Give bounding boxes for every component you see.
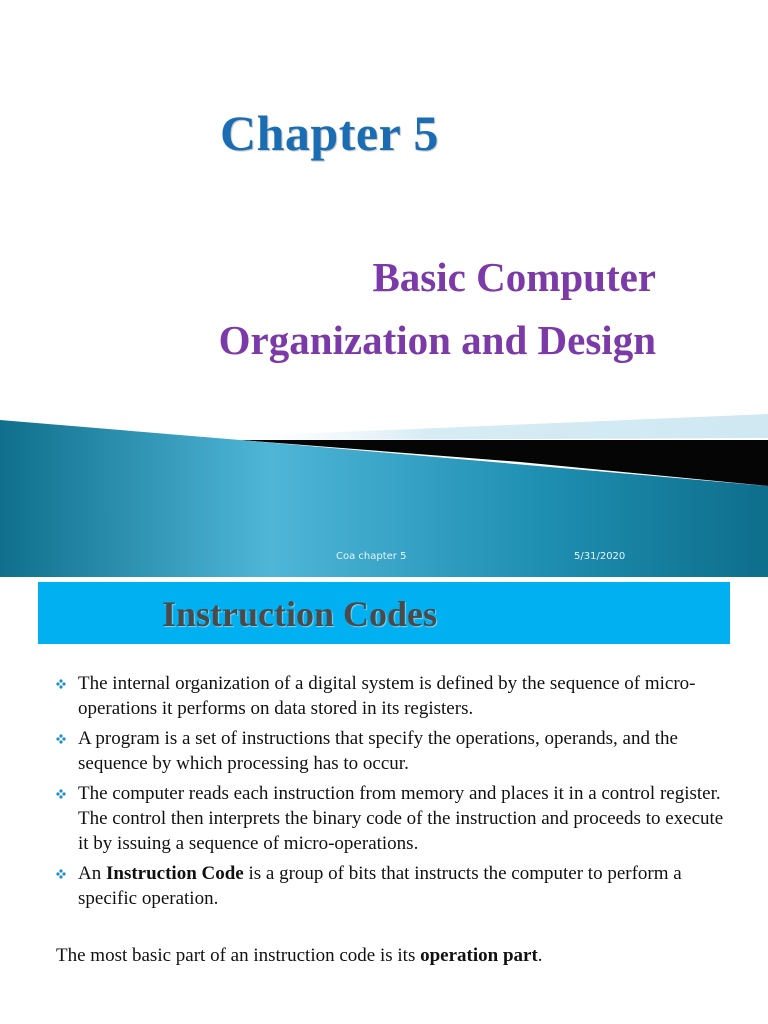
banner-light-stripe (200, 414, 768, 440)
bullet-item (56, 861, 736, 911)
bullet-text: The internal organization of a digital system is defined by the sequence of micro-operations it performs on data stored in its registers. (78, 673, 696, 719)
bullet-list (56, 671, 736, 916)
subtitle-line-1: Basic Computer (372, 254, 656, 300)
bullet-text-suffix: is a group of bits that instructs the computer to perform a specific operation. (78, 863, 682, 909)
closing-paragraph (56, 943, 746, 968)
bullet-item (56, 781, 736, 856)
content-slide (0, 577, 768, 1024)
chapter-title: Chapter 5 (220, 105, 439, 161)
footer-label: Coa chapter 5 (336, 551, 407, 562)
closing-suffix: . (537, 945, 543, 966)
diamond-bullet-icon (56, 734, 66, 744)
subtitle-line-2: Organization and Design (218, 317, 656, 363)
bullet-text-prefix: An (78, 863, 106, 884)
bullet-item (56, 671, 736, 721)
bullet-text: A program is a set of instructions that specify the operations, operands, and the sequence by which processing has to occur. (78, 728, 678, 774)
bullet-text: The computer reads each instruction from memory and places it in a control register. The control then interprets the binary code of the instruction and proceeds to execute it by issuing a sequence of micro-operations. (78, 783, 724, 854)
title-bar (38, 582, 730, 644)
closing-bold: operation part (420, 945, 538, 966)
footer-date: 5/31/2020 (574, 551, 626, 562)
bullet-text-bold: Instruction Code (105, 863, 244, 884)
slide-title: Instruction Codes (162, 594, 438, 634)
diamond-bullet-icon (56, 679, 66, 689)
closing-prefix: The most basic part of an instruction code is its (56, 945, 421, 966)
bullet-item (56, 726, 736, 776)
slide-subtitle (219, 246, 656, 372)
diamond-bullet-icon (56, 789, 66, 799)
diamond-bullet-icon (56, 869, 66, 879)
